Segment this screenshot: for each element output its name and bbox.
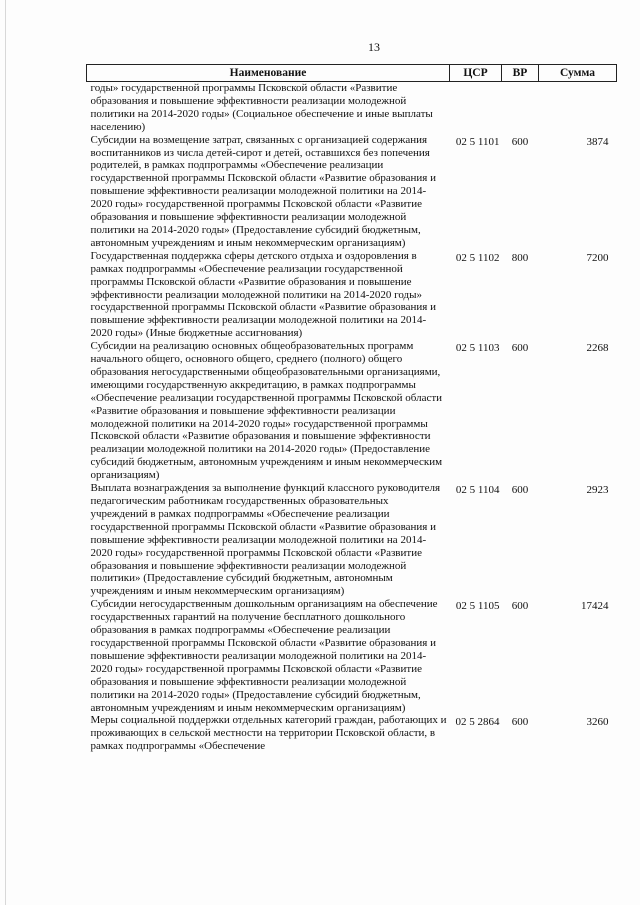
row-csr [450, 82, 502, 134]
row-name: Субсидии на реализацию основных общеобразовательных программ начального общего, основного общего, среднего (полного) общего образования негосударственными общеобразовательными организациями, имеющими государственную аккредитацию, в рамках подпрограммы «Обеспечение реализации государственной программы Псковской области «Развитие образования и повышение эффективности реализации молодежной политики на 2014-2020 годы» государственной программы Псковской области «Развитие образования и повышение эффективности реализации молодежной политики на 2014-2020 годы» (Предоставление субсидий бюджетным, автономным учреждениям и иным некоммерческим организациям) [90, 340, 443, 482]
row-csr: 02 5 1104 [455, 484, 500, 497]
row-vr: 600 [511, 484, 529, 497]
table-row [87, 82, 617, 134]
row-sum: 17424 [581, 600, 609, 613]
budget-table [86, 64, 617, 753]
row-vr: 600 [511, 716, 529, 729]
row-vr: 600 [511, 342, 529, 355]
header-name: Наименование [87, 65, 450, 82]
row-name: годы» государственной программы Псковской области «Развитие образования и повышение эффективности реализации молодежной политики на 2014-2020 годы» (Социальное обеспечение и иные выплаты населению) [90, 82, 433, 133]
table-row [87, 340, 617, 482]
row-vr: 600 [511, 600, 529, 613]
header-csr: ЦСР [450, 65, 502, 82]
table-row [87, 482, 617, 598]
page-number: 13 [368, 40, 380, 54]
table-row [87, 714, 617, 753]
row-name: Выплата вознаграждения за выполнение функций классного руководителя педагогическим работникам государственных образовательных учреждений в рамках подпрограммы «Обеспечение реализации государственной программы Псковской области «Развитие образования и повышение эффективности реализации молодежной политики на 2014-2020 годы» государственной программы Псковской области «Развитие образования и повышение эффективности реализации молодежной политики» (Предоставление субсидий бюджетным, автономным учреждениям и иным некоммерческим организациям) [90, 482, 441, 598]
table-header-row [87, 65, 617, 82]
table-row [87, 250, 617, 340]
header-vr: ВР [502, 65, 539, 82]
row-sum: 7200 [586, 251, 609, 264]
row-sum: 3874 [586, 135, 609, 148]
row-vr: 800 [511, 251, 529, 264]
row-vr: 600 [511, 135, 529, 148]
row-name: Меры социальной поддержки отдельных категорий граждан, работающих и проживающих в сельской местности на территории Псковской области, в рамках подпрограммы «Обеспечение [90, 714, 447, 753]
table-row [87, 134, 617, 250]
row-sum [539, 82, 617, 134]
row-csr: 02 5 2864 [455, 716, 500, 729]
table-row [87, 598, 617, 714]
row-sum: 3260 [586, 716, 609, 729]
row-name: Субсидии на возмещение затрат, связанных с организацией содержания воспитанников из числа детей-сирот и детей, оставшихся без попечения родителей, в рамках подпрограммы «Обеспечение реализации государственной программы Псковской области «Развитие образования и повышение эффективности реализации молодежной политики на 2014-2020 годы» государственной программы Псковской области «Развитие образования и повышение эффективности реализации молодежной политики на 2014-2020 годы» (Предоставление субсидий бюджетным, автономным учреждениям и иным некоммерческим организациям) [90, 133, 436, 249]
row-csr: 02 5 1101 [455, 135, 500, 148]
header-sum: Сумма [539, 65, 617, 82]
row-vr [502, 82, 539, 134]
row-csr: 02 5 1105 [455, 600, 500, 613]
row-sum: 2268 [586, 342, 609, 355]
row-name: Государственная поддержка сферы детского отдыха и оздоровления в рамках подпрограммы «Обеспечение реализации государственной программы Псковской области «Развитие образования и повышение эффективности реализации молодежной политики на 2014-2020 годы» государственной программы Псковской области «Развитие образования и повышение эффективности реализации молодежной политики на 2014-2020 годы» (Иные бюджетные ассигнования) [90, 249, 436, 340]
row-sum: 2923 [586, 484, 609, 497]
row-name: Субсидии негосударственным дошкольным организациям на обеспечение государственных гарантий на получение бесплатного дошкольного образования в рамках подпрограммы «Обеспечение реализации государственной программы Псковской области «Развитие образования и повышение эффективности реализации молодежной политики на 2014-2020 годы» государственной программы Псковской области «Развитие образования и повышение эффективности реализации молодежной политики на 2014-2020 годы» (Предоставление субсидий бюджетным, автономным учреждениям и иным некоммерческим организациям) [90, 598, 438, 714]
row-csr: 02 5 1103 [455, 342, 500, 355]
row-csr: 02 5 1102 [455, 251, 500, 264]
page-edge [5, 0, 6, 905]
